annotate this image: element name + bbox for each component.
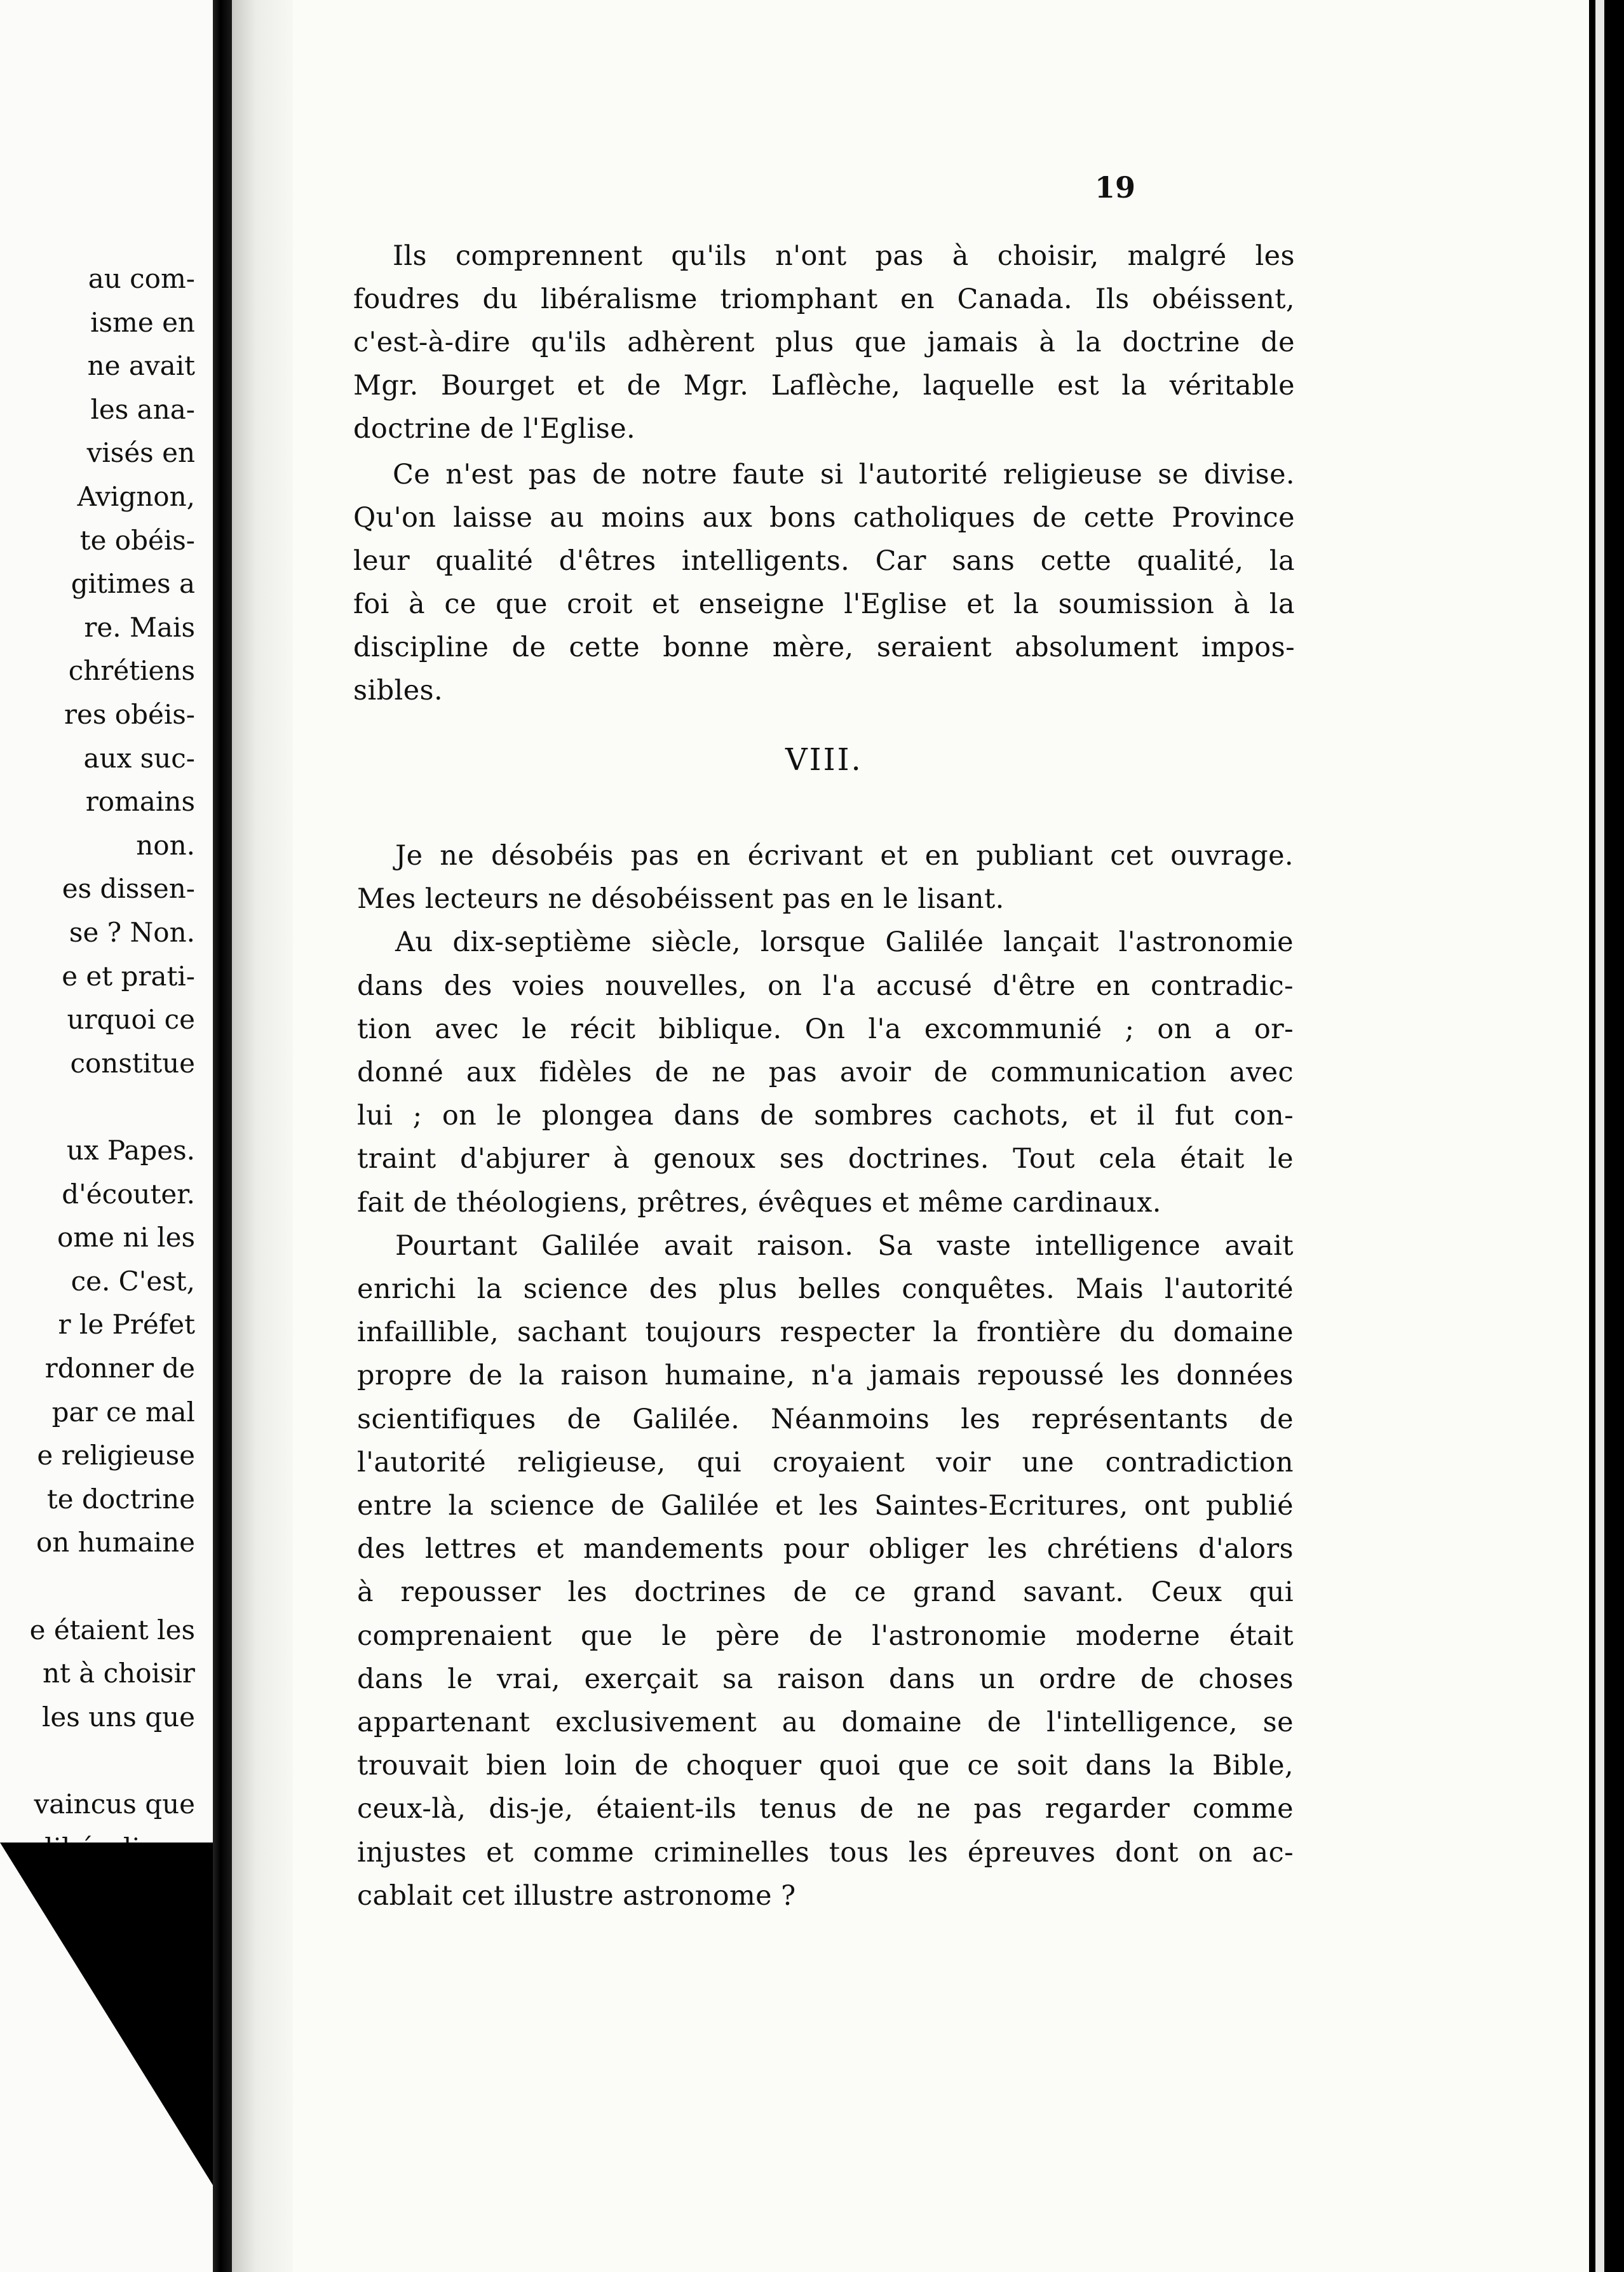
body-line: Mgr. Bourget et de Mgr. Laflèche, laquelle est la véritable: [353, 370, 1295, 402]
body-line: lui ; on le plongea dans de sombres cachots, et il fut con-: [357, 1100, 1294, 1132]
previous-page-text-fragment: libéralisme: [44, 1832, 195, 1863]
previous-page-text-fragment: visés en: [86, 437, 195, 469]
section-heading: VIII.: [785, 742, 863, 778]
previous-page-text-fragment: on humaine: [36, 1527, 195, 1559]
body-line: discipline de cette bonne mère, seraient absolument impos-: [353, 632, 1295, 663]
body-line: Pourtant Galilée avait raison. Sa vaste intelligence avait: [395, 1229, 1294, 1262]
previous-page-text-fragment: et ils savent: [32, 1876, 195, 1907]
page-inner-margin: [232, 0, 293, 2272]
previous-page-text-fragment: Avignon,: [77, 481, 195, 512]
body-line: donné aux fidèles de ne pas avoir de communication avec: [357, 1057, 1294, 1088]
body-line: l'autorité religieuse, qui croyaient voir une contradiction: [357, 1446, 1294, 1478]
previous-page-text-fragment: es dissen-: [62, 873, 195, 905]
previous-page-text-fragment: e et prati-: [62, 960, 195, 992]
body-line: enrichi la science des plus belles conquêtes. Mais l'autorité: [357, 1273, 1294, 1305]
body-line: Mes lecteurs ne désobéissent pas en le lisant.: [357, 883, 1005, 916]
next-page-edge: [1595, 0, 1604, 2272]
previous-page-text-fragment: nt à choisir: [42, 1658, 195, 1689]
body-line: Ce n'est pas de notre faute si l'autorité religieuse se divise.: [393, 459, 1295, 490]
previous-page-text-fragment: romains: [85, 786, 195, 818]
body-line: Ils comprennent qu'ils n'ont pas à choisir, malgré les: [393, 240, 1295, 272]
body-line: dans des voies nouvelles, on l'a accusé d'être en contradic-: [357, 970, 1294, 1002]
previous-page-text-fragment: aux suc-: [83, 742, 195, 774]
previous-page-text-fragment: au com-: [88, 263, 195, 294]
body-line: appartenant exclusivement au domaine de l'intelligence, se: [357, 1707, 1294, 1738]
body-line: entre la science de Galilée et les Saintes-Ecritures, ont publié: [357, 1490, 1294, 1522]
body-line: propre de la raison humaine, n'a jamais repoussé les données: [357, 1360, 1294, 1392]
previous-page-text-fragment: se ? Non.: [69, 917, 195, 948]
previous-page-text-fragment: re. Mais: [84, 611, 195, 643]
previous-page-text-fragment: ce. C'est,: [71, 1265, 195, 1297]
book-page: [293, 0, 1589, 2272]
body-line: ceux-là, dis-je, étaient-ils tenus de ne pas regarder comme: [357, 1793, 1294, 1825]
body-line: des lettres et mandements pour obliger les chrétiens d'alors: [357, 1533, 1294, 1565]
body-line: Qu'on laisse au moins aux bons catholiques de cette Province: [353, 502, 1295, 534]
body-line: comprenaient que le père de l'astronomie moderne était: [357, 1619, 1294, 1652]
body-line: tion avec le récit biblique. On l'a excommunié ; on a or-: [357, 1013, 1294, 1045]
previous-page-text-fragment: ome ni les: [57, 1222, 195, 1254]
body-line: doctrine de l'Eglise.: [353, 413, 636, 445]
previous-page-text-fragment: te doctrine: [46, 1483, 195, 1515]
page-fold-shadow: [0, 1843, 213, 2272]
body-line: foi à ce que croit et enseigne l'Eglise et la soumission à la: [353, 588, 1295, 620]
previous-page-text-fragment: non.: [136, 829, 195, 861]
body-line: dans le vrai, exerçait sa raison dans un ordre de choses: [357, 1663, 1294, 1695]
body-line: sibles.: [353, 675, 443, 707]
previous-page-text-fragment: res obéis-: [64, 699, 195, 730]
body-line: scientifiques de Galilée. Néanmoins les représentants de: [357, 1403, 1294, 1435]
body-line: injustes et comme criminelles tous les épreuves dont on ac-: [357, 1836, 1294, 1869]
previous-page-text-fragment: gitimes a: [71, 568, 195, 600]
body-line: leur qualité d'êtres intelligents. Car sans cette qualité, la: [353, 545, 1295, 577]
body-line: foudres du libéralisme triomphant en Canada. Ils obéissent,: [353, 283, 1295, 315]
page-number: 19: [1095, 170, 1136, 205]
body-line: cablait cet illustre astronome ?: [357, 1879, 796, 1912]
scan-border-right: [1589, 0, 1624, 2272]
previous-page-text-fragment: ne avait: [87, 350, 195, 382]
previous-page-text-fragment: constitue: [70, 1047, 195, 1079]
previous-page-text-fragment: les ana-: [90, 393, 195, 425]
body-line: Je ne désobéis pas en écrivant et en publiant cet ouvrage.: [395, 840, 1294, 872]
previous-page-text-fragment: e étaient les: [29, 1614, 195, 1646]
body-line: trouvait bien loin de choquer quoi que ce soit dans la Bible,: [357, 1750, 1294, 1782]
previous-page-text-fragment: ux Papes.: [66, 1135, 195, 1166]
previous-page-text-fragment: par ce mal: [51, 1396, 195, 1428]
previous-page-text-fragment: les uns que: [42, 1701, 195, 1733]
previous-page-fragment: [0, 0, 213, 2272]
previous-page-text-fragment: chrétiens: [68, 655, 195, 687]
previous-page-text-fragment: r le Préfet: [58, 1309, 195, 1341]
previous-page-text-fragment: te obéis-: [79, 524, 195, 556]
body-line: à repousser les doctrines de ce grand savant. Ceux qui: [357, 1576, 1294, 1609]
previous-page-text-fragment: e religieuse: [37, 1440, 195, 1471]
previous-page-text-fragment: d'écouter.: [62, 1178, 195, 1210]
previous-page-text-fragment: isme en: [90, 306, 195, 338]
previous-page-text-fragment: urquoi ce: [67, 1004, 195, 1036]
previous-page-text-fragment: rdonner de: [44, 1353, 195, 1384]
body-line: fait de théologiens, prêtres, évêques et même cardinaux.: [357, 1186, 1161, 1219]
body-line: infaillible, sachant toujours respecter la frontière du domaine: [357, 1316, 1294, 1349]
previous-page-text-fragment: vaincus que: [34, 1789, 195, 1820]
book-gutter: [213, 0, 232, 2272]
body-line: Au dix-septième siècle, lorsque Galilée lançait l'astronomie: [395, 926, 1294, 959]
body-line: traint d'abjurer à genoux ses doctrines. Tout cela était le: [357, 1143, 1294, 1175]
body-line: c'est-à-dire qu'ils adhèrent plus que jamais à la doctrine de: [353, 327, 1295, 358]
